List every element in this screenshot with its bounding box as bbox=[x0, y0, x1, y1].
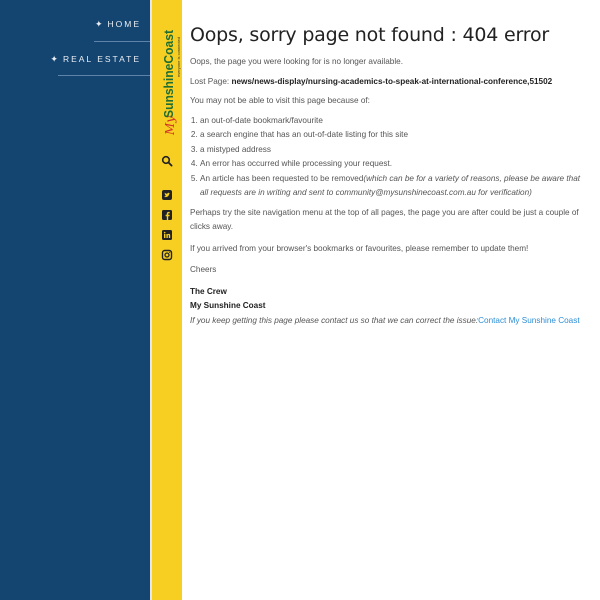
twitter-icon[interactable] bbox=[161, 189, 173, 201]
page-title: Oops, sorry page not found : 404 error bbox=[190, 24, 550, 46]
nav-item-home-label: HOME bbox=[107, 19, 141, 29]
nav-item-home[interactable] bbox=[95, 19, 141, 30]
side-nav-panel bbox=[0, 0, 150, 600]
contact-note: If you keep getting this page please contact us so that we can correct the issue: bbox=[190, 315, 479, 325]
reasons-intro: You may not be able to visit this page because of: bbox=[190, 96, 370, 105]
list-item-text: An article has been requested to be removed bbox=[200, 173, 364, 183]
nav-item-real-estate-label: REAL ESTATE bbox=[62, 54, 141, 64]
contact-line bbox=[190, 314, 590, 329]
logo-tagline-text: everyone is connected bbox=[176, 36, 181, 77]
list-item bbox=[200, 172, 590, 201]
list-item: 4. An error has occurred while processing your request. bbox=[200, 157, 590, 172]
lost-page-path: news/news-display/nursing-academics-to-speak-at-international-conference,51502 bbox=[231, 76, 553, 86]
logo-name-text: SunshineCoast bbox=[162, 27, 176, 118]
linkedin-icon[interactable] bbox=[161, 229, 173, 241]
removal-note: (which can be for a variety of reasons, please be aware that all requests are in writing and sent to community@mysunshinecoast.com.au for verification) bbox=[200, 173, 581, 197]
lost-page-line bbox=[190, 75, 590, 90]
facebook-icon[interactable] bbox=[161, 209, 173, 221]
list-item: 1. an out-of-date bookmark/favourite bbox=[200, 114, 590, 129]
lost-page-label: Lost Page: bbox=[190, 76, 230, 86]
nav-divider bbox=[94, 41, 150, 42]
nav-item-real-estate[interactable] bbox=[50, 54, 141, 65]
signoff-crew: The Crew bbox=[190, 286, 227, 296]
site-logo[interactable] bbox=[152, 12, 182, 140]
signoff-site: My Sunshine Coast bbox=[190, 301, 266, 310]
plus-icon: ✦ bbox=[50, 54, 60, 64]
bookmark-tip: If you arrived from your browser's bookmarks or favourites, please remember to update them! bbox=[190, 243, 529, 253]
search-icon[interactable] bbox=[161, 155, 173, 167]
intro-text: Oops, the page you were looking for is no longer available. bbox=[190, 57, 404, 66]
nav-divider bbox=[58, 75, 150, 76]
contact-link[interactable]: Contact My Sunshine Coast bbox=[478, 315, 580, 325]
reasons-list bbox=[190, 114, 590, 201]
navigation-tip: Perhaps try the site navigation menu at the top of all pages, the page you are after could be just a couple of clicks away. bbox=[190, 207, 579, 231]
list-item: 3. a mistyped address bbox=[200, 143, 590, 158]
cheers-text: Cheers bbox=[190, 265, 217, 274]
instagram-icon[interactable] bbox=[161, 249, 173, 261]
logo-script-text: My bbox=[163, 115, 177, 135]
brand-strip bbox=[152, 0, 182, 600]
list-item: 2. a search engine that has an out-of-date listing for this site bbox=[200, 128, 590, 143]
error-content bbox=[190, 22, 590, 333]
plus-icon: ✦ bbox=[94, 19, 105, 29]
